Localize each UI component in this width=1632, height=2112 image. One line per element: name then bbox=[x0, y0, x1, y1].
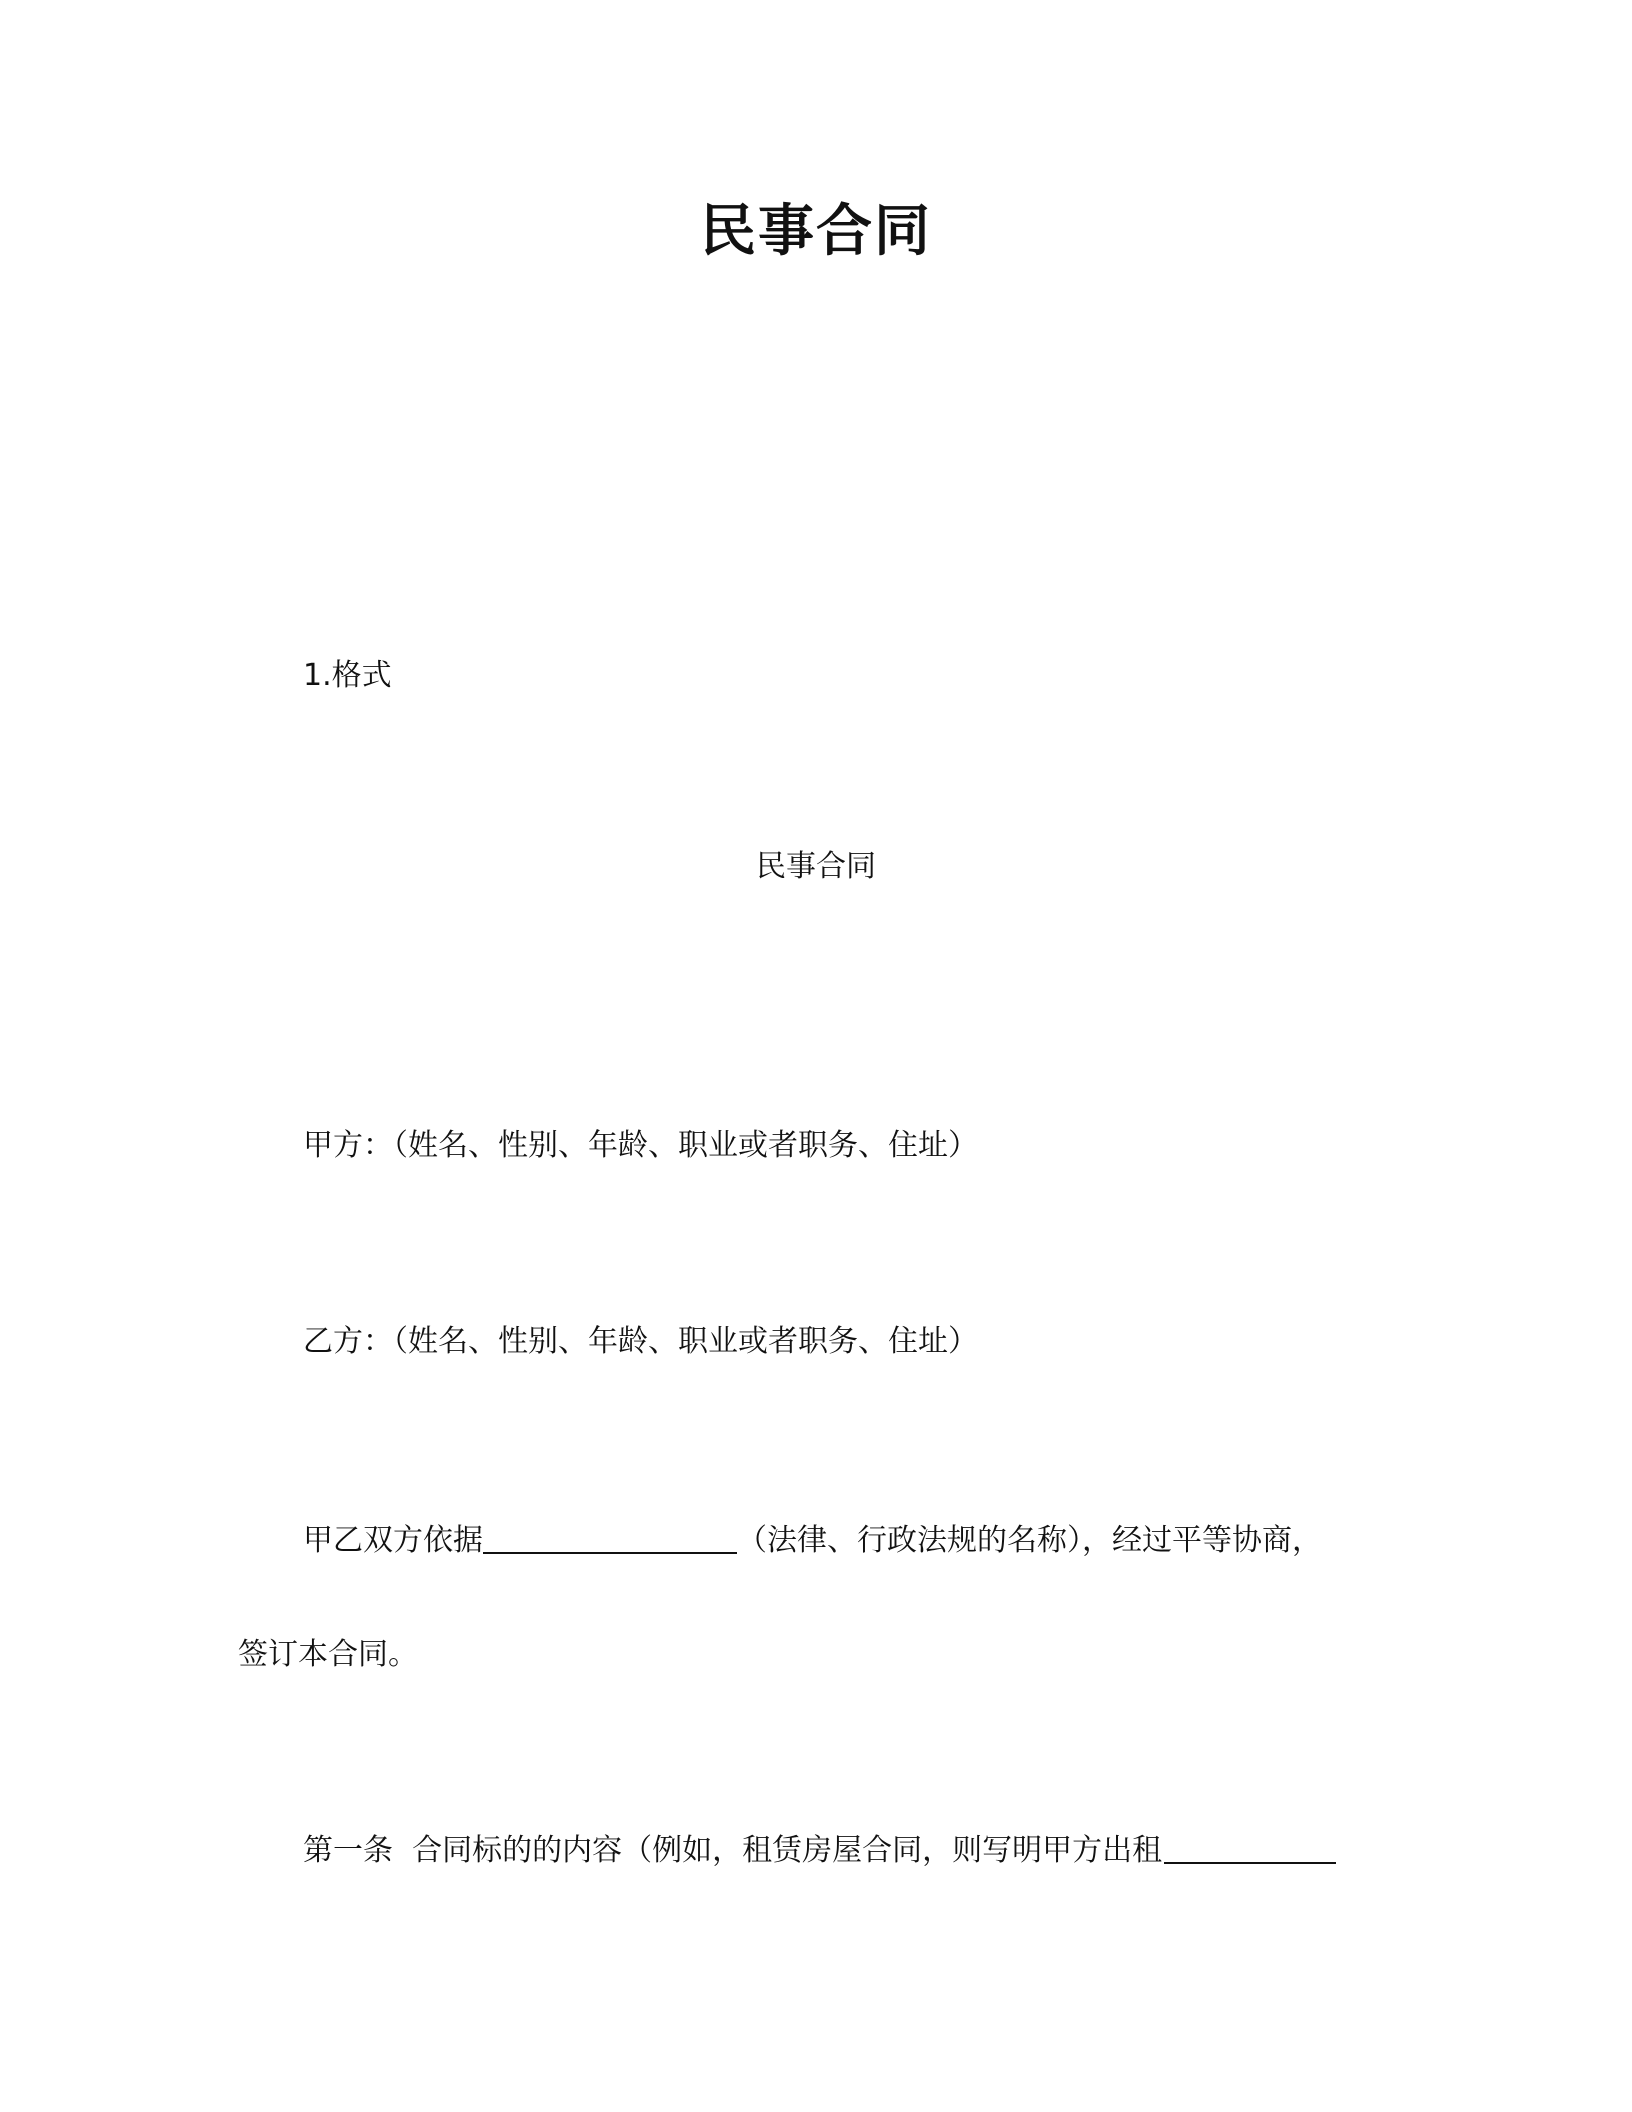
legal-basis-line bbox=[303, 1518, 1322, 1563]
article-1-line bbox=[303, 1828, 1336, 1873]
section-label: 1.格式 bbox=[303, 658, 392, 693]
legal-basis-prefix: 甲乙双方依据 bbox=[303, 1523, 483, 1558]
article-1-text: 第一条 合同标的的内容（例如，租赁房屋合同，则写明甲方出租 bbox=[303, 1833, 1163, 1868]
document-title: 民事合同 bbox=[700, 199, 932, 264]
legal-basis-suffix: （法律、行政法规的名称），经过平等协商， bbox=[737, 1523, 1322, 1558]
party-b-line: 乙方：（姓名、性别、年龄、职业或者职务、住址） bbox=[303, 1324, 978, 1359]
rental-object-blank bbox=[1164, 1828, 1336, 1864]
contract-subtitle: 民事合同 bbox=[756, 849, 876, 884]
legal-basis-continuation: 签订本合同。 bbox=[238, 1637, 418, 1672]
party-a-line: 甲方：（姓名、性别、年龄、职业或者职务、住址） bbox=[303, 1128, 978, 1163]
law-name-blank bbox=[483, 1518, 737, 1554]
